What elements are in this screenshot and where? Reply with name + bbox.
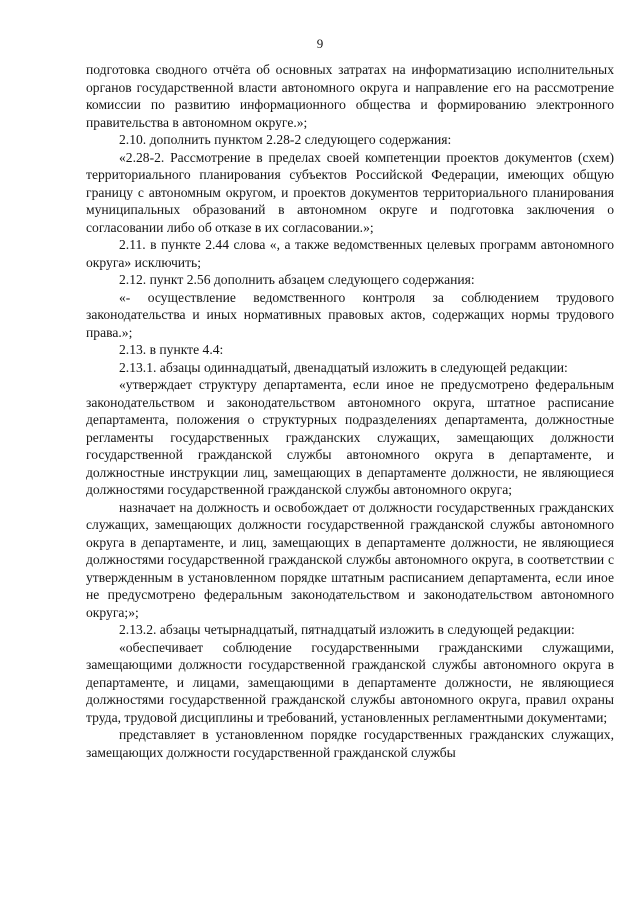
body-text xyxy=(86,61,614,761)
paragraph-quote-2-28-2: «2.28-2. Рассмотрение в пределах своей компетенции проектов документов (схем) территориального планирования субъектов Российской Федерации, имеющих общую границу с автономным округом, и проектов документов территориального планирования муниципальных образований в автономном округе и подготовка заключения о согласовании либо об отказе в их согласовании.»; xyxy=(86,149,614,235)
paragraph-quote-structure: «утверждает структуру департамента, если иное не предусмотрено федеральным законодательством и законодательством автономного округа, штатное расписание департамента, положения о структурных подразделениях департамента, должностные регламенты государственных гражданских служащих, замещающих должности государственной гражданской службы автономного округа в департаменте, и должностные инструкции лиц, замещающих в департаменте должности, не являющиеся должностями государственной гражданской службы автономного округа; xyxy=(86,377,614,497)
paragraph-quote-2-56: «- осуществление ведомственного контроля за соблюдением трудового законодательства и иных нормативных правовых актов, содержащих нормы трудового права.»; xyxy=(86,289,614,340)
paragraph-item-2-13: 2.13. в пункте 4.4: xyxy=(119,342,224,357)
paragraph-continuation: подготовка сводного отчёта об основных затратах на информатизацию исполнительных органов государственной власти автономного округа и направление его на рассмотрение комиссии по развитию информационного общества и формированию электронного правительства в автономном округе.»; xyxy=(86,62,614,130)
paragraph-quote-compliance: «обеспечивает соблюдение государственными гражданскими служащими, замещающими должности государственной гражданской службы автономного округа в департаменте, и лицами, замещающими в департаменте должности, не являющиеся должностями государственной гражданской службы автономного округа, правил охраны труда, трудовой дисциплины и требований, установленных регламентными документами; xyxy=(86,639,614,725)
paragraph-item-2-12: 2.12. пункт 2.56 дополнить абзацем следующего содержания: xyxy=(119,272,475,287)
paragraph-quote-appointment: назначает на должность и освобождает от должности государственных гражданских служащих, замещающих должности государственной гражданской службы автономного округа в департаменте, и лиц, замещающих в департаменте должности, не являющиеся должностями государственной гражданской службы автономного округа, в соответствии с утвержденным в установленном порядке штатным расписанием департамента, если иное не предусмотрено федеральным законодательством и законодательством автономного округа;»; xyxy=(86,499,614,620)
page-number: 9 xyxy=(316,36,324,51)
paragraph-item-2-11: 2.11. в пункте 2.44 слова «, а также ведомственных целевых программ автономного округа» исключить; xyxy=(86,237,614,270)
paragraph-quote-represents: представляет в установленном порядке государственных гражданских служащих, замещающих должности государственной гражданской службы xyxy=(86,727,614,760)
paragraph-item-2-13-1: 2.13.1. абзацы одиннадцатый, двенадцатый изложить в следующей редакции: xyxy=(119,359,568,375)
paragraph-item-2-10: 2.10. дополнить пунктом 2.28-2 следующего содержания: xyxy=(119,132,452,147)
paragraph-item-2-13-2: 2.13.2. абзацы четырнадцатый, пятнадцатый изложить в следующей редакции: xyxy=(119,622,575,637)
